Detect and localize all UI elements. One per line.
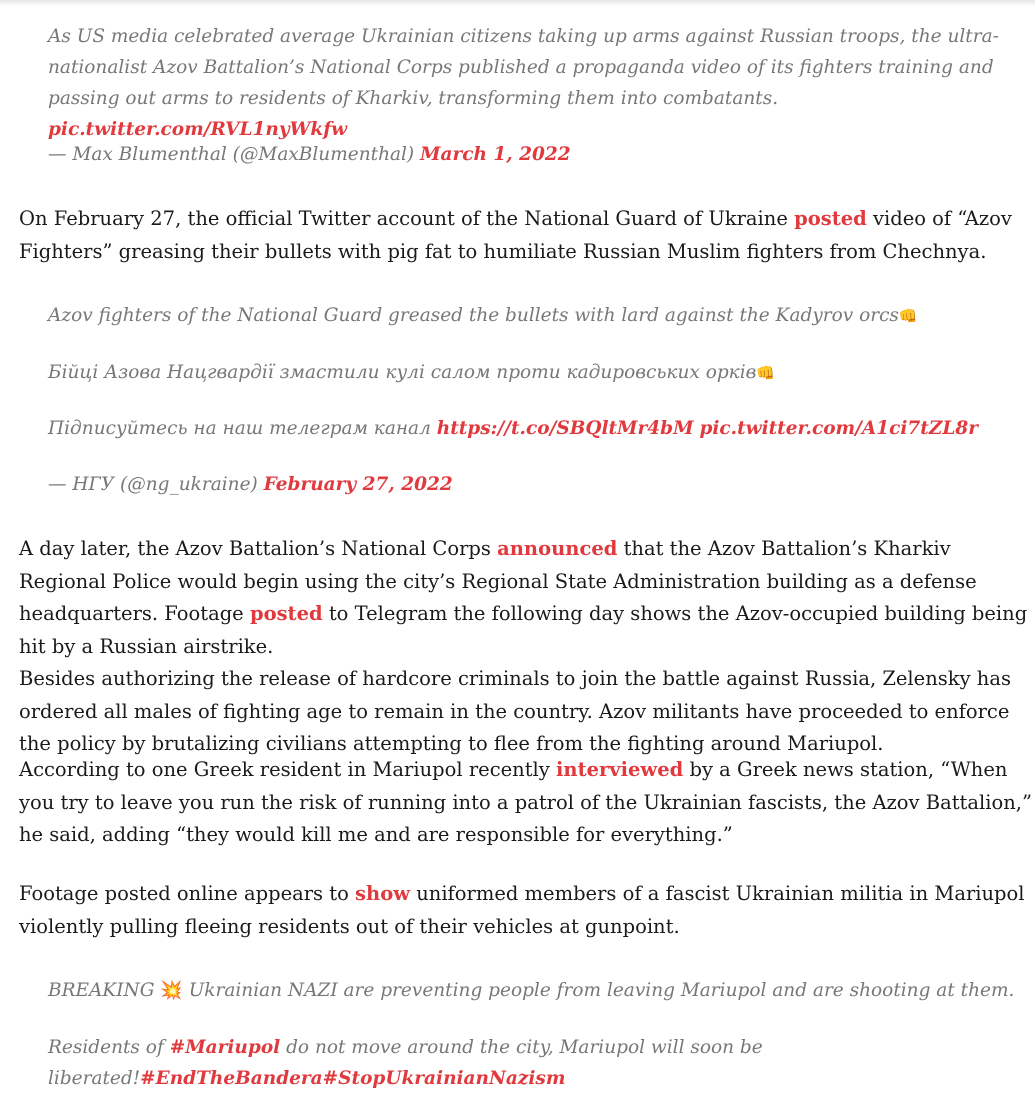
- tweet-text: Бійці Азова Нацгвардії змастили кулі салом проти кадировських орків: [48, 362, 757, 383]
- tweet-media-link[interactable]: pic.twitter.com/RVL1nyWkfw: [48, 119, 348, 140]
- paragraph-text: to Telegram the following day shows the Azov-occupied building being hit by a Russian airstrike.: [19, 602, 1028, 658]
- show-link[interactable]: show: [355, 882, 410, 905]
- tweet-text: liberated!: [48, 1068, 141, 1089]
- embedded-tweet-text: [48, 21, 1021, 145]
- interviewed-link[interactable]: interviewed: [556, 758, 684, 781]
- tweet-attribution: [48, 469, 1021, 500]
- tweet-date-link[interactable]: March 1, 2022: [420, 144, 571, 165]
- article-paragraph: [19, 203, 1033, 268]
- paragraph-text: On February 27, the official Twitter account of the National Guard of Ukraine: [19, 207, 788, 230]
- tweet-line-breaking: [48, 975, 1021, 1006]
- tweet-author: — НГУ (@ng_ukraine): [48, 474, 258, 495]
- top-shadow: [0, 0, 1035, 6]
- fist-emoji-icon: 👊: [898, 307, 918, 325]
- tweet-text: BREAKING: [48, 980, 155, 1001]
- article-paragraph: [19, 878, 1033, 943]
- article-paragraph: [19, 533, 1033, 761]
- article-paragraph: [19, 754, 1033, 852]
- telegram-link[interactable]: https://t.co/SBQltMr4bM: [436, 418, 694, 439]
- paragraph-text: video of “Azov Fighters” greasing their bullets with pig fat to humiliate Russian Muslim fighters from Chechnya.: [19, 207, 1012, 263]
- tweet-attribution: [48, 139, 1021, 170]
- paragraph-text: Footage posted online appears to: [19, 882, 349, 905]
- posted-link[interactable]: posted: [794, 207, 867, 230]
- tweet-media-link[interactable]: pic.twitter.com/A1ci7tZL8r: [699, 418, 978, 439]
- hashtag-link[interactable]: #Mariupol: [169, 1037, 281, 1058]
- paragraph-text: Besides authorizing the release of hardcore criminals to join the battle against Russia, Zelensky has ordered all males of fighting age to remain in the country. Azov militants have proceeded to enforce the policy by brutalizing civilians attempting to flee from the fighting around Mariupol.: [19, 667, 1011, 755]
- tweet-text: Ukrainian NAZI are preventing people from leaving Mariupol and are shooting at them.: [188, 980, 1015, 1001]
- fist-emoji-icon: 👊: [756, 364, 776, 382]
- tweet-text: As US media celebrated average Ukrainian citizens taking up arms against Russian troops, the ultra-nationalist Azov Battalion’s National Corps published a propaganda video of its fighters training and passing out arms to residents of Kharkiv, transforming them into combatants.: [48, 26, 999, 109]
- tweet-text: Residents of: [48, 1037, 164, 1058]
- hashtag-link[interactable]: #StopUkrainianNazism: [322, 1068, 566, 1089]
- announced-link[interactable]: announced: [497, 537, 618, 560]
- tweet-text: Підписуйтесь на наш телеграм канал: [48, 418, 431, 439]
- tweet-date-link[interactable]: February 27, 2022: [263, 474, 453, 495]
- paragraph-text: by a Greek news station, “When you try to leave you run the risk of running into a patrol of the Ukrainian fascists, the Azov Battalion,” he said, adding “they would kill me and are responsible for everything.”: [19, 758, 1032, 846]
- posted-link[interactable]: posted: [249, 602, 323, 625]
- explosion-emoji-icon: 💥: [160, 980, 183, 1001]
- hashtag-link[interactable]: #EndTheBandera: [140, 1068, 323, 1089]
- paragraph-text: According to one Greek resident in Mariupol recently: [19, 758, 550, 781]
- tweet-author: — Max Blumenthal (@MaxBlumenthal): [48, 144, 415, 165]
- tweet-text: Azov fighters of the National Guard greased the bullets with lard against the Kadyrov orcs: [48, 305, 899, 326]
- paragraph-text: A day later, the Azov Battalion’s National Corps: [19, 537, 491, 560]
- tweet-line-residents: [48, 1032, 1021, 1094]
- tweet-text: do not move around the city, Mariupol will soon be: [286, 1037, 763, 1058]
- tweet-line-telegram: [48, 413, 1021, 444]
- paragraph-text: that the Azov Battalion’s Kharkiv Regional Police would begin using the city’s Regional State Administration building as a defense headquarters. Footage: [19, 537, 977, 625]
- tweet-line-ukrainian: [48, 357, 1021, 389]
- tweet-line-english: [48, 300, 1021, 332]
- paragraph-text: uniformed members of a fascist Ukrainian militia in Mariupol violently pulling fleeing residents out of their vehicles at gunpoint.: [19, 882, 1025, 938]
